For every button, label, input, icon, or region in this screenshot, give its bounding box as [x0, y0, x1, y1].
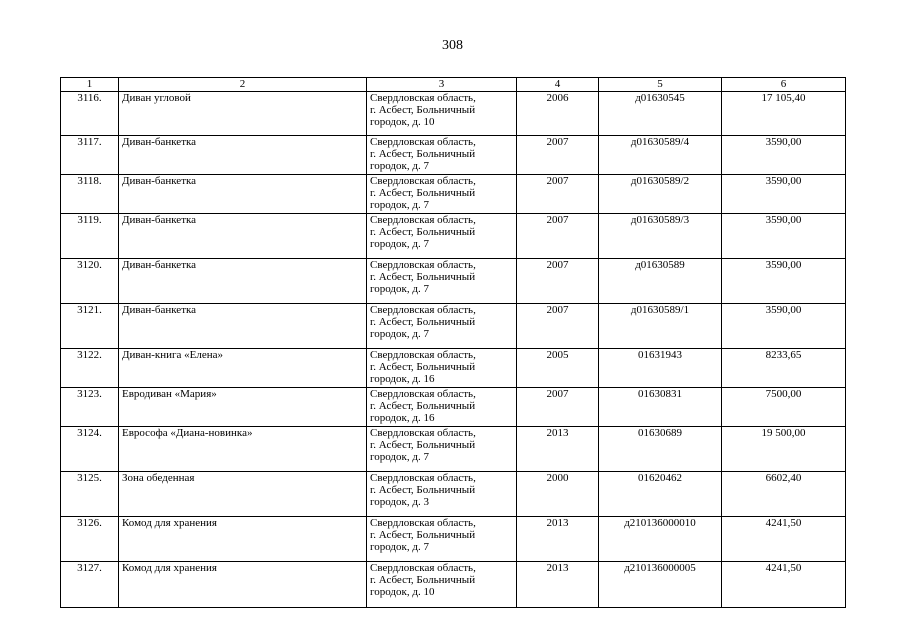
item-name-cell: Евродиван «Мария» — [119, 388, 367, 427]
address-line: Свердловская область, — [370, 304, 476, 316]
cost-cell: 4241,50 — [722, 562, 846, 608]
address-cell — [367, 427, 517, 472]
year-cell: 2007 — [517, 175, 599, 214]
cost-cell: 3590,00 — [722, 136, 846, 175]
inventory-number-cell: 01630831 — [599, 388, 722, 427]
item-name-cell: Диван-банкетка — [119, 259, 367, 304]
property-registry-table — [60, 77, 846, 608]
cost-cell: 7500,00 — [722, 388, 846, 427]
address-line: г. Асбест, Больничный — [370, 439, 476, 451]
address-line: Свердловская область, — [370, 517, 476, 529]
item-number-cell: 3125. — [61, 472, 119, 517]
table-row — [61, 472, 846, 517]
item-name-cell: Диван-банкетка — [119, 304, 367, 349]
item-name-cell: Диван-банкетка — [119, 175, 367, 214]
table-row — [61, 388, 846, 427]
table-row — [61, 92, 846, 136]
address-line: г. Асбест, Больничный — [370, 104, 476, 116]
address-line: г. Асбест, Больничный — [370, 271, 476, 283]
table-row — [61, 427, 846, 472]
cost-cell: 3590,00 — [722, 304, 846, 349]
address-line: г. Асбест, Больничный — [370, 529, 476, 541]
address-line: городок, д. 16 — [370, 373, 435, 385]
cost-cell: 4241,50 — [722, 517, 846, 562]
address-line: городок, д. 7 — [370, 160, 429, 172]
inventory-number-cell: 01631943 — [599, 349, 722, 388]
address-line: Свердловская область, — [370, 388, 476, 400]
address-line: городок, д. 7 — [370, 238, 429, 250]
year-cell: 2007 — [517, 136, 599, 175]
cost-cell: 3590,00 — [722, 259, 846, 304]
address-line: городок, д. 7 — [370, 541, 429, 553]
item-number-cell: 3120. — [61, 259, 119, 304]
table-row — [61, 562, 846, 608]
item-number-cell: 3124. — [61, 427, 119, 472]
item-name-cell: Диван-банкетка — [119, 214, 367, 259]
table-row — [61, 136, 846, 175]
address-cell — [367, 562, 517, 608]
cost-cell: 8233,65 — [722, 349, 846, 388]
item-number-cell: 3127. — [61, 562, 119, 608]
item-name-cell: Зона обеденная — [119, 472, 367, 517]
address-line: г. Асбест, Больничный — [370, 226, 476, 238]
address-cell — [367, 214, 517, 259]
inventory-number-cell: д01630545 — [599, 92, 722, 136]
table-body — [61, 92, 846, 608]
column-header-2: 2 — [119, 78, 367, 92]
item-number-cell: 3122. — [61, 349, 119, 388]
table-row — [61, 304, 846, 349]
year-cell: 2007 — [517, 214, 599, 259]
item-name-cell: Диван-книга «Елена» — [119, 349, 367, 388]
item-number-cell: 3117. — [61, 136, 119, 175]
address-line: Свердловская область, — [370, 562, 476, 574]
item-number-cell: 3126. — [61, 517, 119, 562]
table-row — [61, 214, 846, 259]
address-cell — [367, 92, 517, 136]
cost-cell: 3590,00 — [722, 214, 846, 259]
year-cell: 2007 — [517, 259, 599, 304]
address-line: г. Асбест, Больничный — [370, 148, 476, 160]
column-header-3: 3 — [367, 78, 517, 92]
address-line: городок, д. 3 — [370, 496, 429, 508]
address-cell — [367, 136, 517, 175]
column-header-5: 5 — [599, 78, 722, 92]
page-number: 308 — [442, 38, 463, 53]
column-header-1: 1 — [61, 78, 119, 92]
address-cell — [367, 259, 517, 304]
inventory-number-cell: д01630589/1 — [599, 304, 722, 349]
item-name-cell: Диван-банкетка — [119, 136, 367, 175]
inventory-number-cell: д01630589/3 — [599, 214, 722, 259]
year-cell: 2000 — [517, 472, 599, 517]
address-line: Свердловская область, — [370, 175, 476, 187]
address-line: городок, д. 7 — [370, 283, 429, 295]
address-line: городок, д. 7 — [370, 199, 429, 211]
cost-cell: 6602,40 — [722, 472, 846, 517]
address-line: городок, д. 10 — [370, 586, 435, 598]
cost-cell: 3590,00 — [722, 175, 846, 214]
item-number-cell: 3121. — [61, 304, 119, 349]
address-line: г. Асбест, Больничный — [370, 400, 476, 412]
address-cell — [367, 175, 517, 214]
year-cell: 2007 — [517, 304, 599, 349]
address-line: г. Асбест, Больничный — [370, 361, 476, 373]
header-row — [61, 78, 846, 92]
inventory-number-cell: д210136000005 — [599, 562, 722, 608]
address-cell — [367, 304, 517, 349]
table-row — [61, 175, 846, 214]
column-header-6: 6 — [722, 78, 846, 92]
address-line: городок, д. 16 — [370, 412, 435, 424]
item-name-cell: Еврософа «Диана-новинка» — [119, 427, 367, 472]
address-line: г. Асбест, Больничный — [370, 187, 476, 199]
address-line: Свердловская область, — [370, 92, 476, 104]
table-row — [61, 349, 846, 388]
cost-cell: 17 105,40 — [722, 92, 846, 136]
item-name-cell: Комод для хранения — [119, 562, 367, 608]
address-line: городок, д. 7 — [370, 328, 429, 340]
address-line: Свердловская область, — [370, 259, 476, 271]
address-line: Свердловская область, — [370, 349, 476, 361]
address-cell — [367, 349, 517, 388]
address-line: Свердловская область, — [370, 214, 476, 226]
address-line: г. Асбест, Больничный — [370, 484, 476, 496]
address-line: Свердловская область, — [370, 427, 476, 439]
inventory-number-cell: 01630689 — [599, 427, 722, 472]
address-line: городок, д. 7 — [370, 451, 429, 463]
inventory-number-cell: д01630589/2 — [599, 175, 722, 214]
inventory-number-cell: д01630589/4 — [599, 136, 722, 175]
year-cell: 2013 — [517, 517, 599, 562]
year-cell: 2006 — [517, 92, 599, 136]
year-cell: 2007 — [517, 388, 599, 427]
year-cell: 2013 — [517, 562, 599, 608]
item-number-cell: 3123. — [61, 388, 119, 427]
item-number-cell: 3119. — [61, 214, 119, 259]
item-number-cell: 3116. — [61, 92, 119, 136]
column-header-4: 4 — [517, 78, 599, 92]
address-cell — [367, 472, 517, 517]
address-line: г. Асбест, Больничный — [370, 316, 476, 328]
table-row — [61, 259, 846, 304]
inventory-number-cell: д210136000010 — [599, 517, 722, 562]
address-line: Свердловская область, — [370, 472, 476, 484]
inventory-number-cell: 01620462 — [599, 472, 722, 517]
address-line: Свердловская область, — [370, 136, 476, 148]
inventory-number-cell: д01630589 — [599, 259, 722, 304]
table-row — [61, 517, 846, 562]
item-name-cell: Комод для хранения — [119, 517, 367, 562]
item-name-cell: Диван угловой — [119, 92, 367, 136]
address-cell — [367, 517, 517, 562]
address-cell — [367, 388, 517, 427]
item-number-cell: 3118. — [61, 175, 119, 214]
address-line: г. Асбест, Больничный — [370, 574, 476, 586]
year-cell: 2005 — [517, 349, 599, 388]
year-cell: 2013 — [517, 427, 599, 472]
address-line: городок, д. 10 — [370, 116, 435, 128]
cost-cell: 19 500,00 — [722, 427, 846, 472]
